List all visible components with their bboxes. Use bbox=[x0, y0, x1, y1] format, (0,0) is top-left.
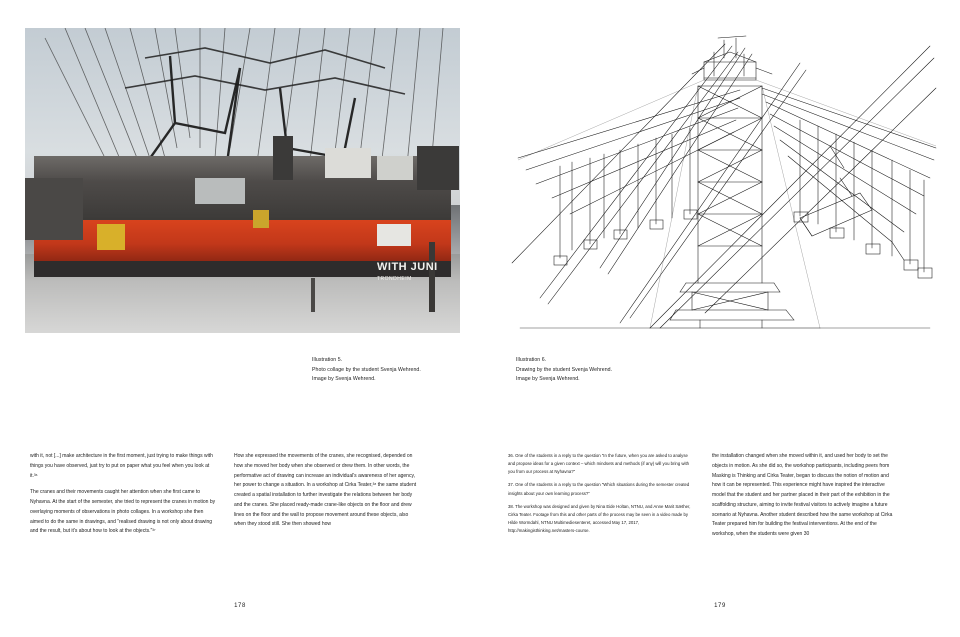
yellow-container bbox=[97, 224, 125, 250]
caption-line: Illustration 5. bbox=[312, 357, 343, 363]
deck-mast bbox=[273, 136, 293, 180]
deck-block bbox=[325, 148, 371, 178]
paragraph: the installation changed when she moved within it, and used her body to set the objects in motion. As she did so, the workshop participants, including peers from Masking is Thinking and Cirka Teater, began to discuss the notion of motion and how it can be represented. This experience might have inspired the interactive model that the student and her partner placed in their part of the exhibition in the scaffolding structure, aiming to invite festival visitors to actively imagine a future scenario at Nyhavna. Another student described how the same workshop at Cirka Teater prepared him for building the festival interventions. At the end of the workshop, when the students were given 30 bbox=[712, 453, 893, 537]
deck-block-dark bbox=[25, 178, 83, 240]
paragraph: How she expressed the movements of the cranes, she recognised, depended on how she moved her body when she observed or drew them. In other words, the performative act of drawing can increase an individual's awareness of her agency, her power to change a situation. In a workshop at Cirka Teater,³⁸ the same student created a spatial installation to further investigate the relations between her body and the cranes. She placed ready-made crane-like objects on the floor and drew lines on the floor and the wall to propose movement around these objects, also when they stood still. She then showed how bbox=[234, 453, 417, 528]
quay-post bbox=[429, 242, 435, 312]
footnote: 38. The workshop was designed and given by Nina Eide Holtan, NTNU, and Anne Marit Sæther, Cirka Teater. Footage from this and other parts of the process may be seen in a video made by Hilde Wormdahl, NTNU Multimediesenteret, accessed May 17, 2017, http://makingisthinking.net/masters-course. bbox=[508, 503, 691, 534]
right-page bbox=[480, 0, 960, 637]
body-column-3 bbox=[712, 452, 898, 547]
deck-block bbox=[377, 156, 413, 180]
footnote: 36. One of the students in a reply to the question “In the future, when you are asked to analyse and propose ideas for a given context – which mindsets and methods (if any) will you bring with you from our process at Nyhavna?” bbox=[508, 453, 690, 475]
deck-block bbox=[377, 224, 411, 246]
quay-post bbox=[311, 278, 315, 312]
body-column-1 bbox=[30, 452, 216, 544]
figure-caption-5 bbox=[312, 356, 421, 385]
caption-line: Image by Svenja Wehrend. bbox=[312, 376, 376, 383]
ship-port-text: TRONDHEIM bbox=[377, 276, 412, 282]
body-column-2 bbox=[234, 452, 420, 544]
caption-line: Photo collage by the student Svenja Wehrend. bbox=[312, 366, 421, 373]
deck-block-dark bbox=[417, 146, 459, 190]
page-number-right: 179 bbox=[714, 603, 726, 609]
yellow-container bbox=[253, 210, 269, 228]
paragraph: with it, not [...] make architecture in the first moment, just trying to make things with things you have observed, just try to put on paper what you feel when you look at it.³⁶ bbox=[30, 453, 213, 479]
caption-line: Drawing by the student Svenja Wehrend. bbox=[516, 366, 613, 373]
paragraph: The cranes and their movements caught her attention when she first came to Nyhavna. At the start of the semester, she tried to represent the cranes in motion by overlaying moments of observations in photo collages. In a workshop she then aimed to do the same in drawings, and “realised drawing is not only about drawing and the result, but it's about how to look at the objects.”³⁷ bbox=[30, 489, 216, 535]
figure-caption-6 bbox=[516, 356, 612, 385]
footnote: 37. One of the students in a reply to the question “Which situations during the semester created insights about your own learning process?” bbox=[508, 482, 690, 496]
caption-line: Illustration 6. bbox=[516, 357, 547, 363]
page-number-left: 178 bbox=[234, 603, 246, 609]
crane-drawing-figure bbox=[500, 28, 940, 333]
crane-line-drawing bbox=[500, 28, 940, 333]
ship-name-text: WITH JUNI bbox=[377, 261, 438, 273]
caption-line: Image by Svenja Wehrend. bbox=[516, 376, 580, 383]
left-page-columns bbox=[30, 452, 420, 544]
right-page-columns bbox=[508, 452, 898, 547]
deck-block bbox=[195, 178, 245, 204]
notes-column bbox=[508, 452, 694, 547]
photo-collage-figure bbox=[25, 28, 460, 333]
